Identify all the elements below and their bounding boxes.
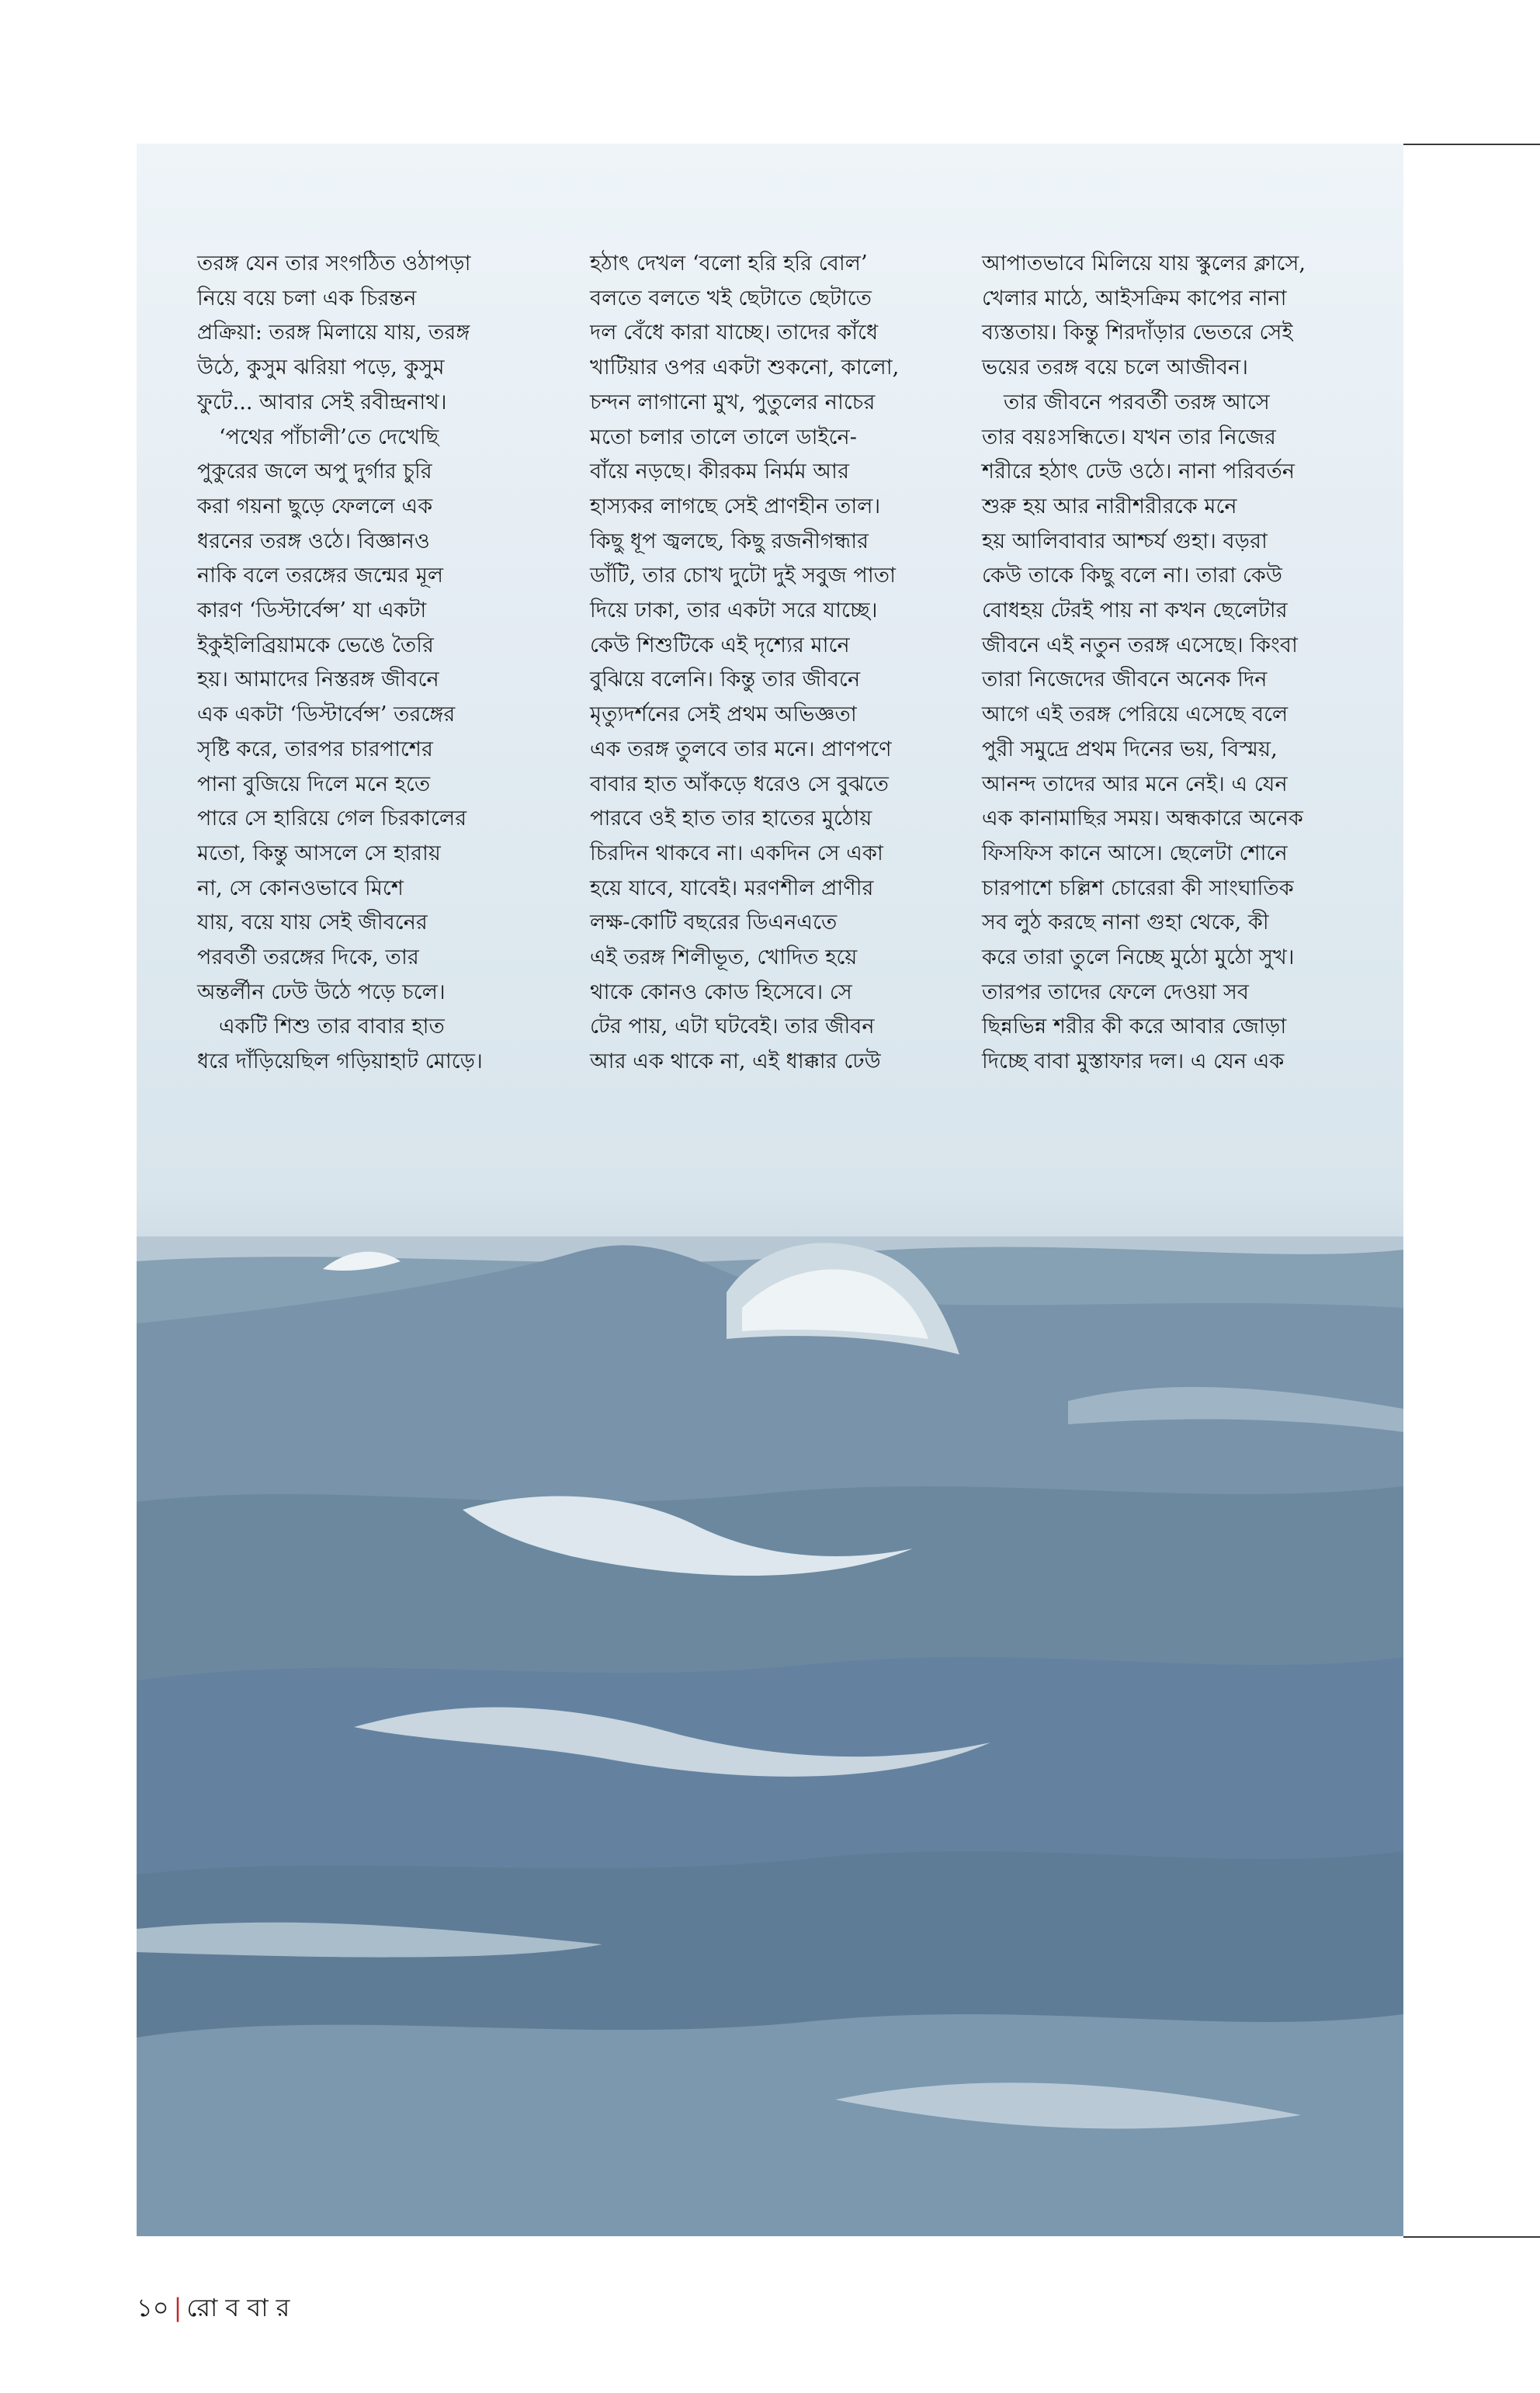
text-line: টের পায়, এটা ঘটবেই। তার জীবন (590, 1014, 875, 1039)
folio-separator: | (173, 2293, 182, 2322)
text-line: না, সে কোনওভাবে মিশে (197, 876, 404, 900)
text-line: ভয়ের তরঙ্গ বয়ে চলে আজীবন। (982, 355, 1248, 380)
text-line: পারবে ওই হাত তার হাতের মুঠোয় (590, 806, 872, 831)
page-number: ১০ (137, 2293, 169, 2322)
text-line: ধরে দাঁড়িয়েছিল গড়িয়াহাট মোড়ে। (197, 1049, 483, 1074)
text-line: বলতে বলতে খই ছেটাতে ছেটাতে (590, 286, 872, 310)
text-line: শুরু হয় আর নারীশরীরকে মনে (982, 494, 1237, 518)
paragraph (197, 247, 523, 421)
text-line: বাঁয়ে নড়ছে। কীরকম নির্মম আর (590, 460, 850, 484)
text-column-1 (197, 247, 523, 1080)
text-line: এক একটা ‘ডিস্টার্বেন্স’ তরঙ্গের (197, 702, 456, 727)
text-line: দিয়ে ঢাকা, তার একটা সরে যাচ্ছে। (590, 598, 878, 623)
text-line: হঠাৎ দেখল ‘বলো হরি হরি বোল’ (590, 251, 868, 276)
text-line: ছিন্নভিন্ন শরীর কী করে আবার জোড়া (982, 1014, 1287, 1039)
text-line: ফিসফিস কানে আসে। ছেলেটা শোনে (982, 841, 1288, 865)
text-line: বোধহয় টেরই পায় না কখন ছেলেটার (982, 598, 1288, 623)
text-line: সব লুঠ করছে নানা গুহা থেকে, কী (982, 910, 1269, 935)
text-line: ফুটে... আবার সেই রবীন্দ্রনাথ। (197, 390, 447, 414)
text-line: শরীরে হঠাৎ ঢেউ ওঠে। নানা পরিবর্তন (982, 460, 1295, 484)
text-line: খেলার মাঠে, আইসক্রিম কাপের নানা (982, 286, 1287, 310)
paragraph (982, 247, 1347, 386)
text-line: প্রক্রিয়া: তরঙ্গ মিলায়ে যায়, তরঙ্গ (197, 321, 470, 345)
text-line: কেউ তাকে কিছু বলে না। তারা কেউ (982, 564, 1283, 588)
text-line: তার বয়ঃসন্ধিতে। যখন তার নিজের (982, 425, 1276, 449)
text-line: চন্দন লাগানো মুখ, পুতুলের নাচের (590, 390, 876, 414)
text-line: কিছু ধূপ জ্বলছে, কিছু রজনীগন্ধার (590, 529, 869, 553)
text-line: এক কানামাছির সময়। অন্ধকারে অনেক (982, 806, 1303, 831)
text-line: করে তারা তুলে নিচ্ছে মুঠো মুঠো সুখ। (982, 945, 1295, 970)
text-line: হয়। আমাদের নিস্তরঙ্গ জীবনে (197, 668, 439, 692)
text-line: সৃষ্টি করে, তারপর চারপাশের (197, 737, 433, 761)
text-line: মতো চলার তালে তালে ডাইনে- (590, 425, 857, 449)
text-line: তারপর তাদের ফেলে দেওয়া সব (982, 980, 1250, 1004)
text-line: যায়, বয়ে যায় সেই জীবনের (197, 910, 428, 935)
text-column-3 (982, 247, 1347, 1080)
text-line: ‘পথের পাঁচালী’তে দেখেছি (219, 425, 439, 449)
text-line: বাবার হাত আঁকড়ে ধরেও সে বুঝতে (590, 772, 889, 796)
text-line: আর এক থাকে না, এই ধাক্কার ঢেউ (590, 1049, 881, 1074)
text-line: মতো, কিন্তু আসলে সে হারায় (197, 841, 441, 865)
text-line: হাস্যকর লাগছে সেই প্রাণহীন তাল। (590, 494, 881, 518)
paragraph (197, 421, 523, 1011)
page-folio (137, 2288, 290, 2330)
text-line: লক্ষ-কোটি বছরের ডিএনএতে (590, 910, 838, 935)
text-line: ইকুইলিব্রিয়ামকে ভেঙে তৈরি (197, 633, 434, 657)
text-line: কারণ ‘ডিস্টার্বেন্স’ যা একটা (197, 598, 427, 623)
text-line: পারে সে হারিয়ে গেল চিরকালের (197, 806, 467, 831)
text-line: চিরদিন থাকবে না। একদিন সে একা (590, 841, 883, 865)
paragraph (590, 247, 949, 1080)
text-line: মৃত্যুদর্শনের সেই প্রথম অভিজ্ঞতা (590, 702, 857, 727)
text-line: এই তরঙ্গ শিলীভূত, খোদিত হয়ে (590, 945, 858, 970)
publication-name: রো ব বা র (186, 2293, 290, 2322)
text-line: পরবর্তী তরঙ্গের দিকে, তার (197, 945, 419, 970)
text-line: আনন্দ তাদের আর মনে নেই। এ যেন (982, 772, 1288, 796)
text-line: নিয়ে বয়ে চলা এক চিরন্তন (197, 286, 417, 310)
text-line: আপাতভাবে মিলিয়ে যায় স্কুলের ক্লাসে, (982, 251, 1306, 276)
text-line: জীবনে এই নতুন তরঙ্গ এসেছে। কিংবা (982, 633, 1298, 657)
text-line: তরঙ্গ যেন তার সংগঠিত ওঠাপড়া (197, 251, 471, 276)
text-column-2 (590, 247, 949, 1080)
text-line: এক তরঙ্গ তুলবে তার মনে। প্রাণপণে (590, 737, 892, 761)
text-line: দিচ্ছে বাবা মুস্তাফার দল। এ যেন এক (982, 1049, 1285, 1074)
text-line: একটি শিশু তার বাবার হাত (219, 1014, 445, 1039)
text-line: পুকুরের জলে অপু দুর্গার চুরি (197, 460, 432, 484)
text-line: ব্যস্ততায়। কিন্তু শিরদাঁড়ার ভেতরে সেই (982, 321, 1293, 345)
text-line: হয়ে যাবে, যাবেই। মরণশীল প্রাণীর (590, 876, 874, 900)
text-line: তার জীবনে পরবর্তী তরঙ্গ আসে (1004, 390, 1270, 414)
text-line: করা গয়না ছুড়ে ফেললে এক (197, 494, 433, 518)
text-line: থাকে কোনও কোড হিসেবে। সে (590, 980, 852, 1004)
bottom-rule (1403, 2236, 1540, 2238)
paragraph (197, 1010, 523, 1079)
text-line: উঠে, কুসুম ঝরিয়া পড়ে, কুসুম (197, 355, 445, 380)
text-line: ধরনের তরঙ্গ ওঠে। বিজ্ঞানও (197, 529, 430, 553)
text-line: চারপাশে চল্লিশ চোরেরা কী সাংঘাতিক (982, 876, 1294, 900)
text-line: বুঝিয়ে বলেনি। কিন্তু তার জীবনে (590, 668, 861, 692)
text-line: হয় আলিবাবার আশ্চর্য গুহা। বড়রা (982, 529, 1268, 553)
text-line: ডাঁটি, তার চোখ দুটো দুই সবুজ পাতা (590, 564, 897, 588)
text-line: খাটিয়ার ওপর একটা শুকনো, কালো, (590, 355, 900, 380)
text-line: আগে এই তরঙ্গ পেরিয়ে এসেছে বলে (982, 702, 1289, 727)
paragraph (982, 386, 1347, 1080)
text-line: কেউ শিশুটিকে এই দৃশ্যের মানে (590, 633, 850, 657)
text-line: দল বেঁধে কারা যাচ্ছে। তাদের কাঁধে (590, 321, 879, 345)
text-line: তারা নিজেদের জীবনে অনেক দিন (982, 668, 1268, 692)
text-line: নাকি বলে তরঙ্গের জন্মের মূল (197, 564, 444, 588)
top-rule (1403, 144, 1540, 145)
text-line: অন্তর্লীন ঢেউ উঠে পড়ে চলে। (197, 980, 446, 1004)
text-line: পানা বুজিয়ে দিলে মনে হতে (197, 772, 431, 796)
text-line: পুরী সমুদ্রে প্রথম দিনের ভয়, বিস্ময়, (982, 737, 1278, 761)
